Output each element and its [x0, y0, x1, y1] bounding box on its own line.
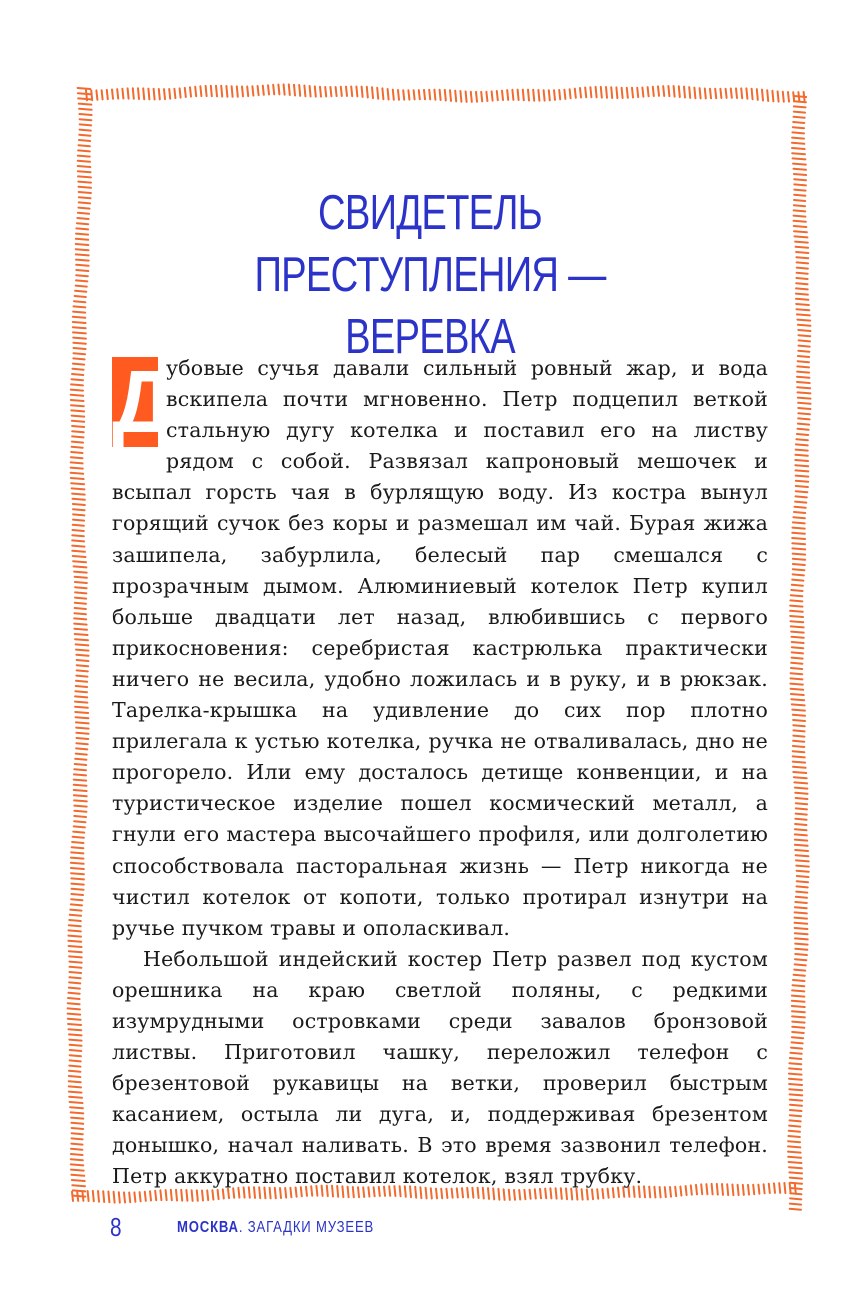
body-text — [112, 353, 768, 1193]
running-footer-city: МОСКВА — [177, 1219, 239, 1236]
paragraph-1 — [112, 353, 768, 944]
paragraph-2: Небольшой индейский костер Петр развел под кустом орешника на краю светлой поляны, с редкими изумрудными островками среди завалов бронзовой листвы. Приготовил чашку, переложил телефон с брезентовой рукавицы на ветки, проверил быстрым касанием, остыла ли дуга, и, поддерживая брезентом донышко, начал наливать. В это время зазвонил телефон. Петр аккуратно поставил котелок, взял трубку. — [112, 946, 768, 1189]
chapter-title-line-1: СВИДЕТЕЛЬ ПРЕСТУПЛЕНИЯ — — [254, 186, 606, 302]
running-footer — [177, 1219, 374, 1237]
chapter-title — [180, 182, 679, 368]
paragraph-1-text: убовые сучья давали сильный ровный жар, и вода вскипела почти мгновенно. Петр подцепил веткой стальную дугу котелка и поставил его на листву рядом с собой. Развязал капроновый мешочек и всыпал горсть чая в бурлящую воду. Из костра вынул горящий сучок без коры и размешал им чай. Бурая жижа зашипела, забурлила, белесый пар смешался с прозрачным дымом. Алюминиевый котелок Петр купил больше двадцати лет назад, влюбившись с первого прикосновения: серебристая кастрюлька практически ничего не весила, удобно ложилась и в руку, и в рюкзак. Тарелка-крышка на удивление до сих пор плотно прилегала к устью котелка, ручка не отваливалась, дно не прогорело. Или ему досталось детище конвенции, и на туристическое изделие пошел космический металл, а гнули его мастера высочайшего профиля, или долголетию способствовала пасторальная жизнь — Петр никогда не чистил котелок от копоти, только протирал изнутри на ручье пучком травы и ополаскивал. — [112, 356, 768, 940]
running-footer-title: . ЗАГАДКИ МУЗЕЕВ — [238, 1219, 375, 1236]
chapter-title-line-2: ВЕРЕВКА — [345, 310, 515, 364]
page-number: 8 — [110, 1212, 122, 1242]
drop-cap: Д — [112, 352, 175, 451]
